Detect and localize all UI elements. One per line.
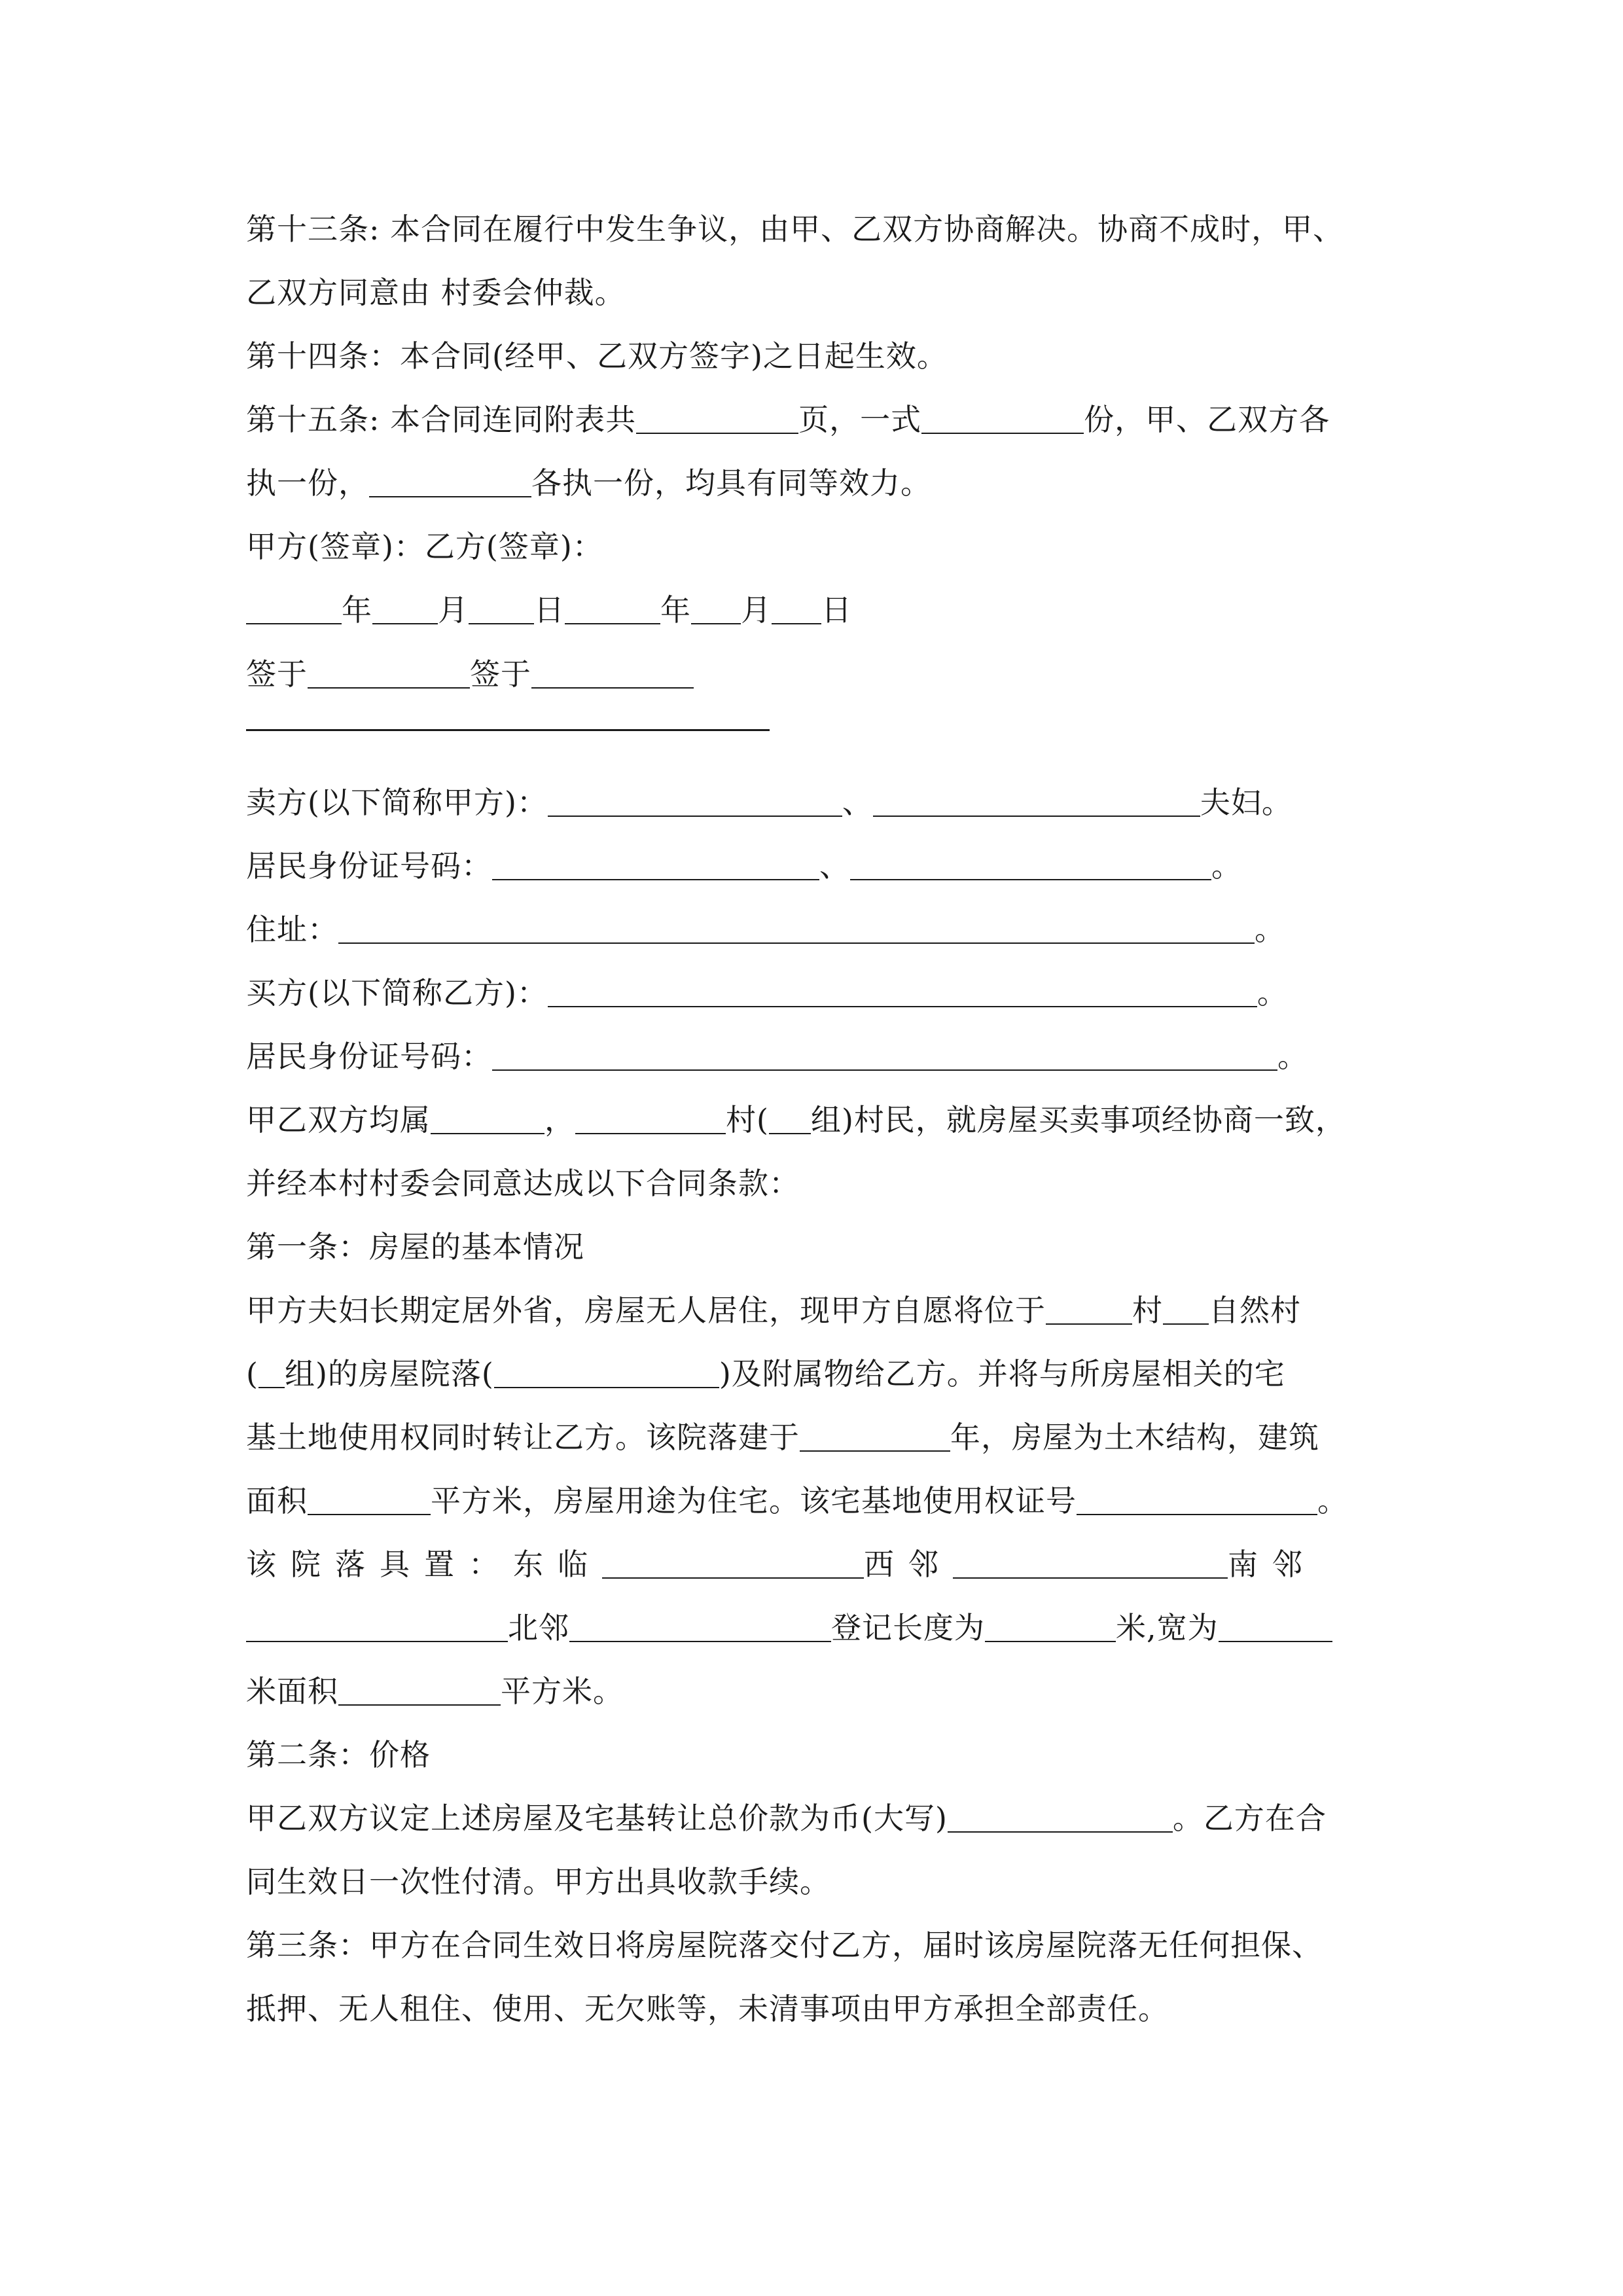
blank-seller-2 [873, 785, 1200, 817]
section-divider [246, 729, 770, 731]
text: 基土地使用权同时转让乙方。该院落建于 [246, 1420, 800, 1455]
blank-id-1 [492, 849, 819, 880]
text: 登记长度为 [831, 1610, 985, 1645]
text: 第一条：房屋的基本情况 [246, 1229, 584, 1265]
blank-location-village [1046, 1293, 1132, 1325]
text: 第十三条: 本合同在履行中发生争议，由甲、乙双方协商解决。协商不成时，甲、 [246, 211, 1344, 247]
article-1-line-7 [246, 1672, 624, 1711]
text: 。 [1255, 912, 1285, 947]
text: 同生效日一次性付清。甲方出具收款手续。 [246, 1864, 830, 1899]
buyer-id-line [246, 1037, 1308, 1076]
text: 卖方(以下简称甲方)： [246, 785, 548, 820]
blank-address [338, 912, 1255, 944]
text: 住址： [246, 912, 338, 947]
blank-price [948, 1801, 1173, 1833]
text: 甲方(签章)：乙方(签章)： [246, 529, 603, 564]
text: 自然村 [1209, 1293, 1301, 1328]
text: 甲乙双方议定上述房屋及宅基转让总价款为币(大写) [246, 1801, 948, 1836]
text: 签于 [470, 656, 531, 692]
text: 。 [1277, 1039, 1308, 1074]
article-1-line-6 [246, 1608, 1332, 1647]
seller-id-line [246, 846, 1242, 886]
text: 甲乙双方均属 [246, 1102, 431, 1138]
text: 。乙方在合 [1172, 1801, 1327, 1836]
blank-cert-no [1077, 1484, 1317, 1515]
clause-15-line-1 [246, 400, 1330, 439]
text: 第二条：价格 [246, 1737, 431, 1772]
text: 日 [534, 592, 565, 628]
blank-built-year [800, 1420, 950, 1452]
blank-place-2 [531, 657, 694, 689]
blank-buyer [548, 976, 1257, 1007]
text: 各执一份，均具有同等效力。 [531, 465, 931, 501]
text: 份，甲、乙双方各 [1084, 402, 1330, 437]
text: 年 [342, 592, 372, 628]
article-3-line-2 [246, 1989, 1169, 2028]
article-1-line-5 [246, 1545, 1317, 1584]
date-line [246, 590, 852, 630]
blank-town [431, 1103, 544, 1134]
blank-place-1 [308, 657, 470, 689]
blank-seller-1 [548, 785, 842, 817]
blank-group [769, 1103, 811, 1134]
blank-copies [921, 403, 1084, 434]
text: 并经本村村委会同意达成以下合同条款： [246, 1166, 800, 1201]
text: 第十四条：本合同(经甲、乙双方签字)之日起生效。 [246, 338, 948, 374]
blank-buyer-id [492, 1039, 1277, 1071]
text: 月 [438, 592, 469, 628]
text: 夫妇。 [1200, 785, 1293, 820]
blank-party [369, 466, 531, 497]
signature-label [246, 527, 603, 566]
blank-day [469, 593, 534, 624]
blank-day-2 [772, 593, 821, 624]
blank-id-2 [850, 849, 1211, 880]
text: 居民身份证号码： [246, 848, 492, 884]
blank-pages [636, 403, 798, 434]
blank-west [953, 1547, 1228, 1579]
blank-group-2 [259, 1357, 285, 1388]
text: 组)村民，就房屋买卖事项经协商一致， [810, 1102, 1346, 1138]
article-2-line-2 [246, 1862, 830, 1901]
blank-south [246, 1611, 508, 1642]
text: 村( [726, 1102, 769, 1138]
blank-area [308, 1484, 431, 1515]
article-2-line-1 [246, 1799, 1327, 1838]
text: 米,宽为 [1116, 1610, 1219, 1645]
blank-land-area [338, 1674, 501, 1706]
blank-village [575, 1103, 726, 1134]
text: 平方米，房屋用途为住宅。该宅基地使用权证号 [431, 1483, 1077, 1518]
text: 买方(以下简称乙方)： [246, 975, 548, 1011]
blank-year-2 [565, 593, 660, 624]
blank-width [1219, 1611, 1332, 1642]
text: 平方米。 [501, 1674, 624, 1709]
text: 南邻 [1228, 1547, 1317, 1582]
text: 、 [842, 785, 873, 820]
blank-natural-village [1163, 1293, 1209, 1325]
text: 西邻 [864, 1547, 953, 1582]
buyer-line [246, 973, 1288, 1013]
blank-month-2 [691, 593, 741, 624]
text: ， [544, 1102, 575, 1138]
text: 。 [1317, 1483, 1348, 1518]
article-1-line-4 [246, 1481, 1348, 1520]
blank-east [602, 1547, 864, 1579]
text: 。 [1211, 848, 1242, 884]
text: 、 [819, 848, 850, 884]
blank-north [569, 1611, 831, 1642]
text: ( [246, 1356, 259, 1391]
seller-line [246, 783, 1293, 822]
blank-year [246, 593, 342, 624]
text: 抵押、无人租住、使用、无欠账等，未清事项由甲方承担全部责任。 [246, 1991, 1169, 2026]
article-2-heading [246, 1735, 431, 1774]
article-1-heading [246, 1227, 584, 1266]
text: 执一份， [246, 465, 369, 501]
text: 日 [821, 592, 852, 628]
text: 。 [1257, 975, 1288, 1011]
text: 签于 [246, 656, 308, 692]
text: 该院落具置：东临 [246, 1547, 602, 1582]
text: 年 [660, 592, 691, 628]
text: 第三条：甲方在合同生效日将房屋院落交付乙方，届时该房屋院落无任何担保、 [246, 1928, 1323, 1963]
text: 组)的房屋院落( [284, 1356, 494, 1391]
text: 居民身份证号码： [246, 1039, 492, 1074]
signed-at-line [246, 655, 694, 694]
clause-13-line-1 [246, 209, 1344, 249]
clause-15-line-2 [246, 463, 931, 503]
clause-13-line-2 [246, 273, 626, 312]
text: 甲方夫妇长期定居外省，房屋无人居住，现甲方自愿将位于 [246, 1293, 1046, 1328]
text: 乙双方同意由 村委会仲裁。 [246, 275, 626, 310]
text: 面积 [246, 1483, 308, 1518]
text: 月 [741, 592, 772, 628]
text: 北邻 [508, 1610, 569, 1645]
parties-line-1 [246, 1100, 1346, 1139]
text: 村 [1132, 1293, 1163, 1328]
text: 米面积 [246, 1674, 338, 1709]
article-3-line-1 [246, 1926, 1323, 1965]
parties-line-2 [246, 1164, 800, 1203]
blank-courtyard [494, 1357, 719, 1388]
article-1-line-3 [246, 1418, 1319, 1457]
article-1-line-2 [246, 1354, 1285, 1393]
address-line [246, 910, 1285, 949]
text: 第十五条: 本合同连同附表共 [246, 402, 637, 437]
article-1-line-1 [246, 1291, 1301, 1330]
blank-length [985, 1611, 1116, 1642]
blank-month [372, 593, 438, 624]
text: )及附属物给乙方。并将与所房屋相关的宅 [719, 1356, 1285, 1391]
clause-14 [246, 336, 948, 376]
text: 页，一式 [798, 402, 922, 437]
text: 年，房屋为土木结构，建筑 [950, 1420, 1319, 1455]
